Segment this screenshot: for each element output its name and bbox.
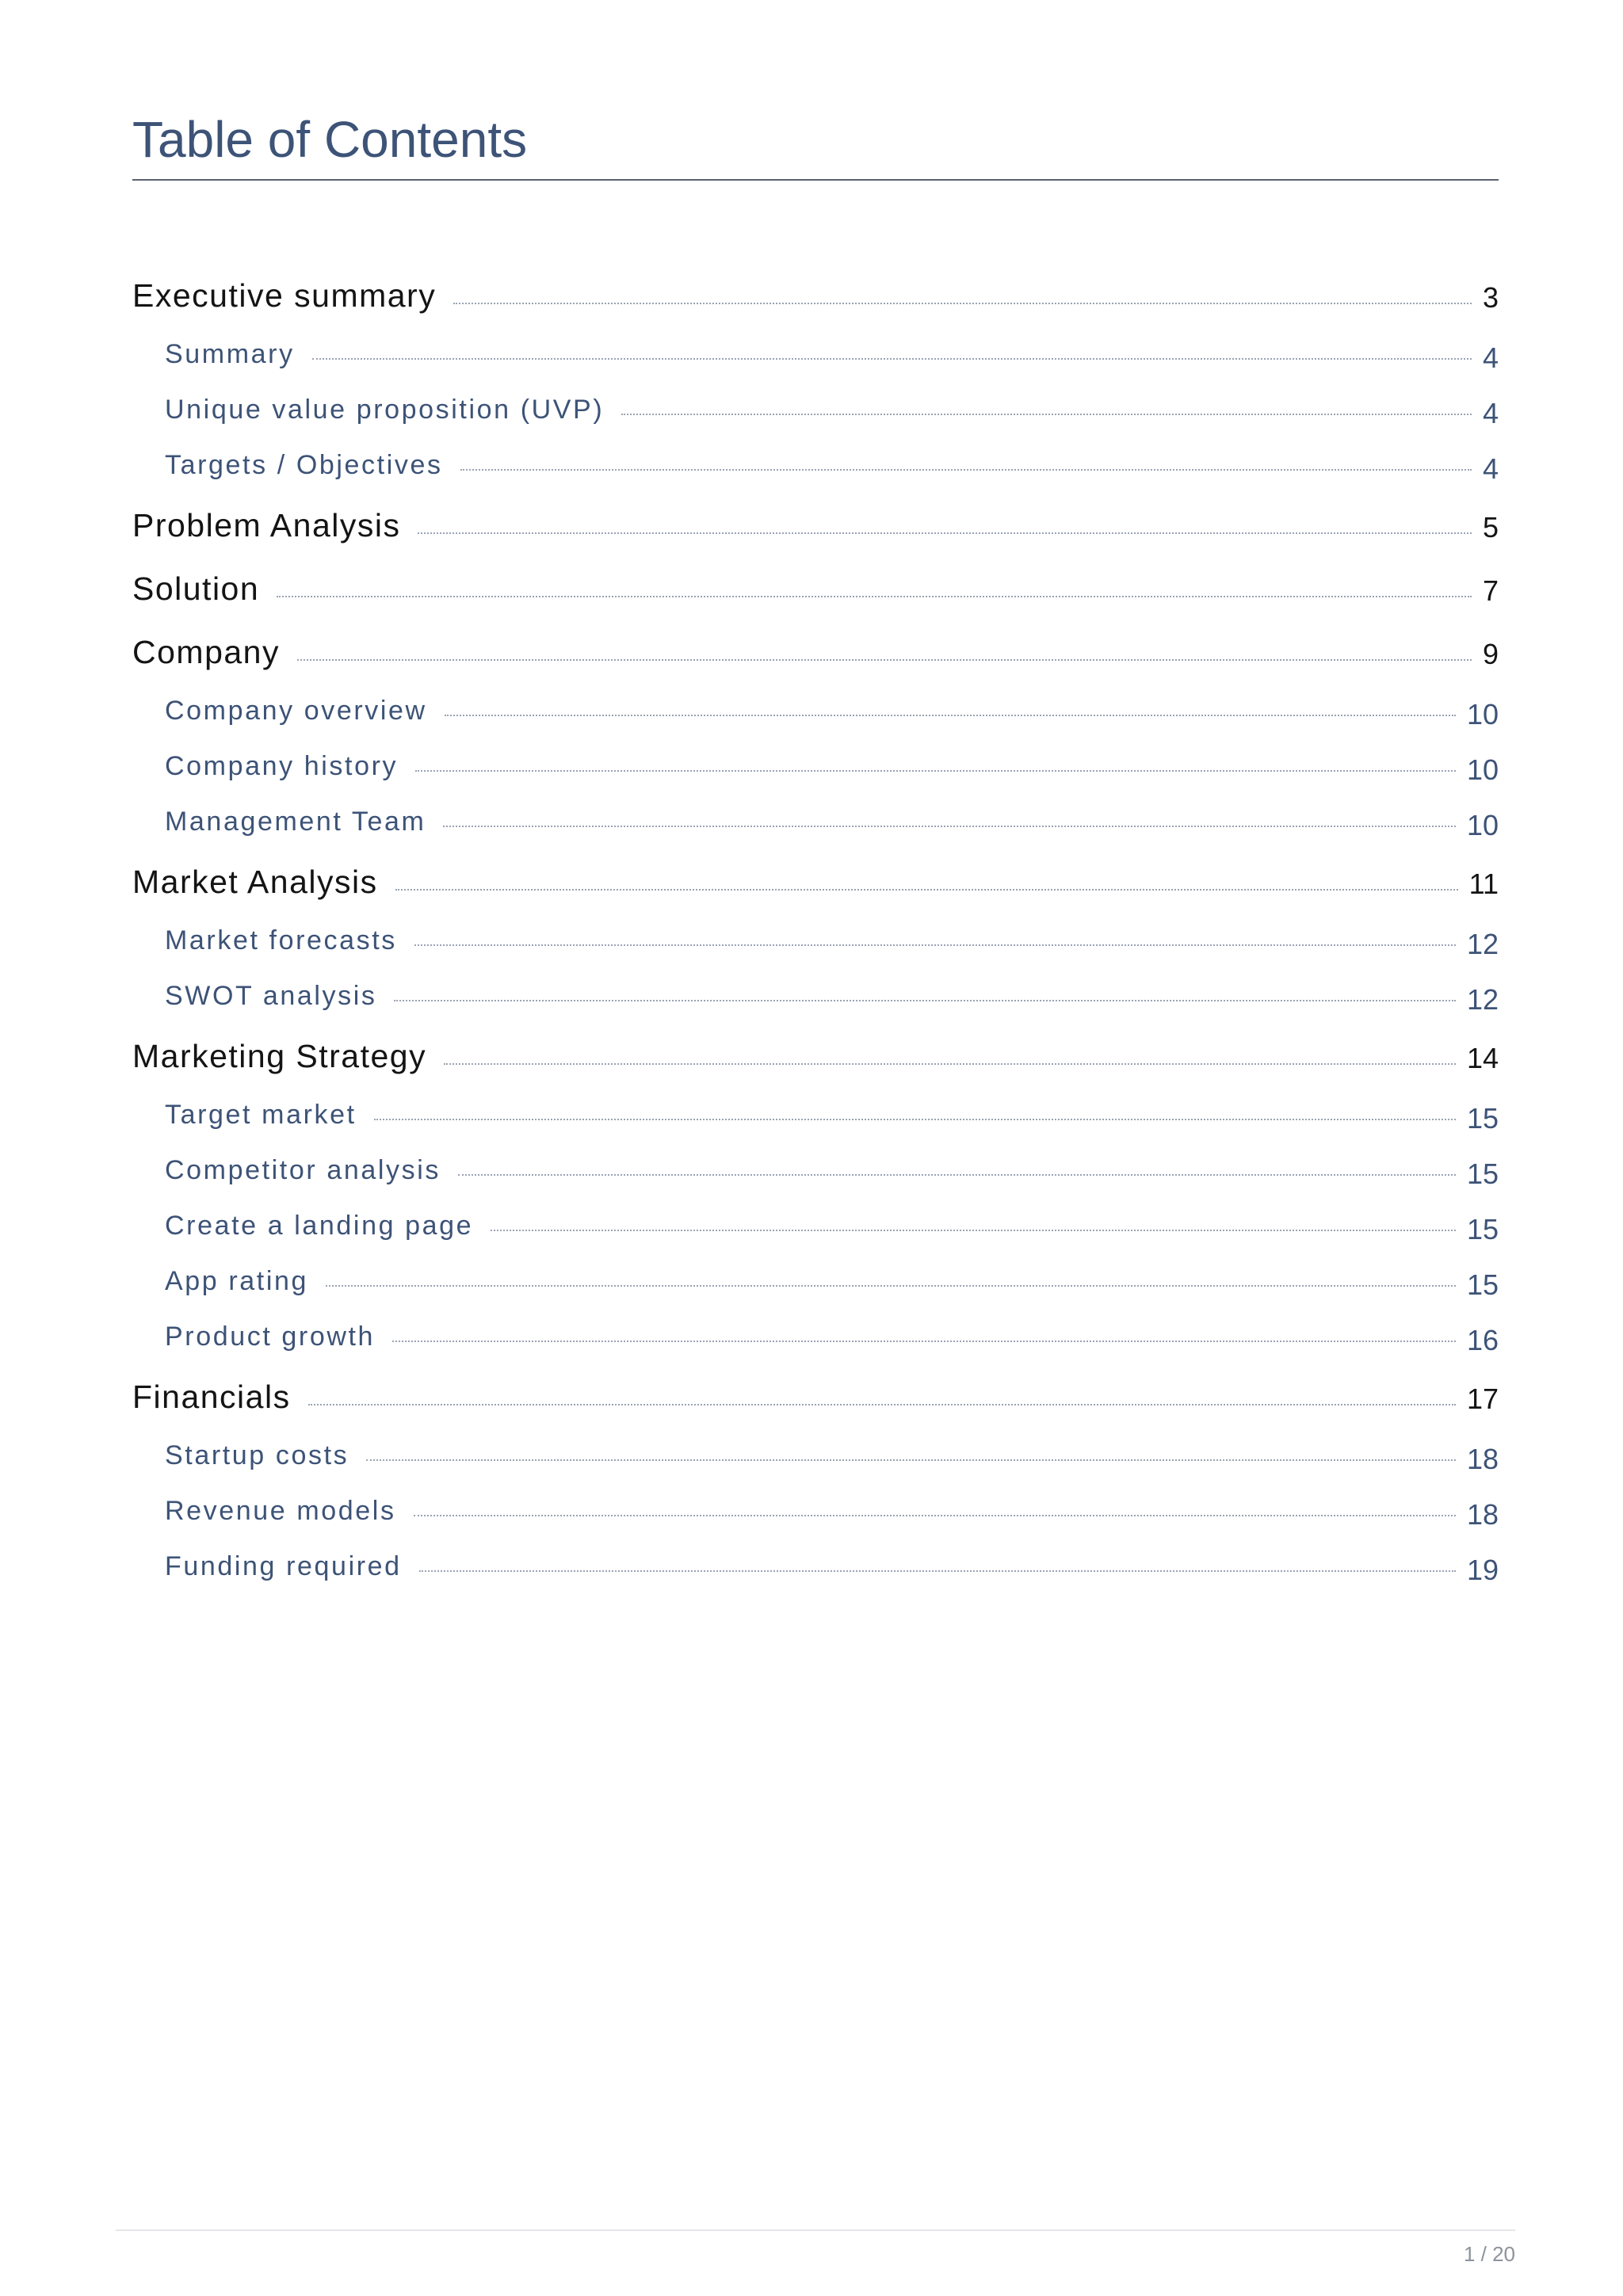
page-indicator: 1 / 20 [1463,2242,1515,2266]
toc-entry-label: Unique value proposition (UVP) [165,394,605,425]
toc-entry-label: Competitor analysis [165,1154,441,1185]
toc-entry-page-number: 16 [1466,1324,1499,1357]
toc-entry-label: Revenue models [165,1495,396,1526]
toc-entry-label: Marketing Strategy [132,1037,427,1074]
toc-entry-subsection[interactable] [132,955,1499,1016]
toc-entry-section[interactable] [132,1011,1499,1074]
toc-leader-dots [443,826,1456,827]
toc-leader-dots [308,1404,1456,1405]
toc-entry-page-number: 15 [1466,1213,1499,1246]
toc-entry-section[interactable] [132,480,1499,543]
toc-leader-dots [326,1285,1456,1287]
toc-entry-subsection[interactable] [132,314,1499,375]
toc-entry-label: Problem Analysis [132,506,401,543]
toc-entry-label: Product growth [165,1321,376,1352]
toc-leader-dots [414,944,1456,946]
toc-leader-dots [444,1063,1456,1065]
table-of-contents [132,250,1499,1587]
toc-entry-section[interactable] [132,607,1499,670]
toc-entry-page-number: 19 [1466,1554,1499,1587]
toc-leader-dots [297,659,1472,661]
toc-entry-page-number: 12 [1466,928,1499,961]
toc-leader-dots [374,1119,1456,1120]
toc-entry-page-number: 17 [1466,1383,1499,1416]
toc-entry-subsection[interactable] [132,1526,1499,1587]
toc-entry-page-number: 4 [1482,341,1499,375]
footer-divider [116,2229,1515,2231]
toc-entry-label: Management Team [165,806,426,837]
toc-leader-dots [392,1341,1456,1342]
toc-entry-subsection[interactable] [132,425,1499,486]
toc-leader-dots [445,715,1456,716]
toc-entry-subsection[interactable] [132,369,1499,430]
toc-leader-dots [419,1570,1456,1572]
toc-leader-dots [621,414,1472,415]
title-divider [132,179,1499,181]
toc-entry-page-number: 10 [1466,753,1499,787]
toc-entry-label: Executive summary [132,277,437,314]
toc-leader-dots [394,1000,1456,1001]
toc-entry-label: Company overview [165,695,427,726]
toc-leader-dots [414,1515,1456,1516]
toc-leader-dots [277,596,1472,597]
toc-leader-dots [418,532,1472,534]
toc-entry-page-number: 14 [1466,1042,1499,1075]
toc-leader-dots [366,1459,1456,1461]
toc-leader-dots [312,358,1472,360]
toc-entry-page-number: 3 [1482,281,1499,315]
toc-entry-subsection[interactable] [132,1130,1499,1191]
toc-entry-label: Target market [165,1099,357,1130]
toc-entry-label: Summary [165,338,295,369]
toc-entry-label: Market Analysis [132,863,378,900]
toc-entry-label: Market forecasts [165,925,397,955]
toc-entry-subsection[interactable] [132,1241,1499,1302]
toc-leader-dots [453,303,1472,304]
toc-entry-page-number: 7 [1482,574,1499,608]
toc-leader-dots [458,1174,1456,1176]
toc-entry-page-number: 10 [1466,698,1499,731]
toc-leader-dots [395,889,1458,891]
toc-entry-label: Company [132,633,280,670]
toc-entry-page-number: 15 [1466,1268,1499,1302]
toc-entry-label: Targets / Objectives [165,449,443,480]
page-title: Table of Contents [132,111,528,168]
toc-entry-label: App rating [165,1265,308,1296]
toc-entry-subsection[interactable] [132,1074,1499,1135]
toc-entry-label: Funding required [165,1550,402,1581]
toc-entry-section[interactable] [132,837,1499,900]
toc-entry-subsection[interactable] [132,726,1499,787]
toc-entry-subsection[interactable] [132,1296,1499,1357]
toc-entry-label: Solution [132,570,260,607]
toc-entry-subsection[interactable] [132,1185,1499,1246]
toc-entry-subsection[interactable] [132,1470,1499,1531]
toc-entry-page-number: 15 [1466,1158,1499,1191]
toc-entry-page-number: 10 [1466,809,1499,842]
toc-entry-section[interactable] [132,250,1499,314]
toc-entry-subsection[interactable] [132,670,1499,731]
toc-entry-label: Startup costs [165,1440,349,1470]
toc-entry-page-number: 18 [1466,1443,1499,1476]
toc-entry-label: Financials [132,1378,291,1415]
toc-entry-label: Company history [165,750,399,781]
toc-leader-dots [491,1230,1456,1231]
toc-entry-page-number: 5 [1482,511,1499,544]
toc-entry-page-number: 15 [1466,1102,1499,1135]
toc-entry-subsection[interactable] [132,781,1499,842]
toc-entry-section[interactable] [132,1352,1499,1415]
toc-leader-dots [460,469,1472,471]
toc-entry-page-number: 4 [1482,397,1499,430]
toc-leader-dots [415,770,1456,772]
toc-entry-label: SWOT analysis [165,980,377,1011]
toc-entry-subsection[interactable] [132,1415,1499,1476]
toc-entry-page-number: 18 [1466,1498,1499,1531]
toc-entry-page-number: 11 [1468,868,1499,901]
toc-entry-page-number: 9 [1482,638,1499,671]
toc-entry-label: Create a landing page [165,1210,474,1241]
toc-entry-subsection[interactable] [132,900,1499,961]
toc-entry-section[interactable] [132,543,1499,607]
toc-entry-page-number: 4 [1482,452,1499,486]
toc-entry-page-number: 12 [1466,983,1499,1016]
